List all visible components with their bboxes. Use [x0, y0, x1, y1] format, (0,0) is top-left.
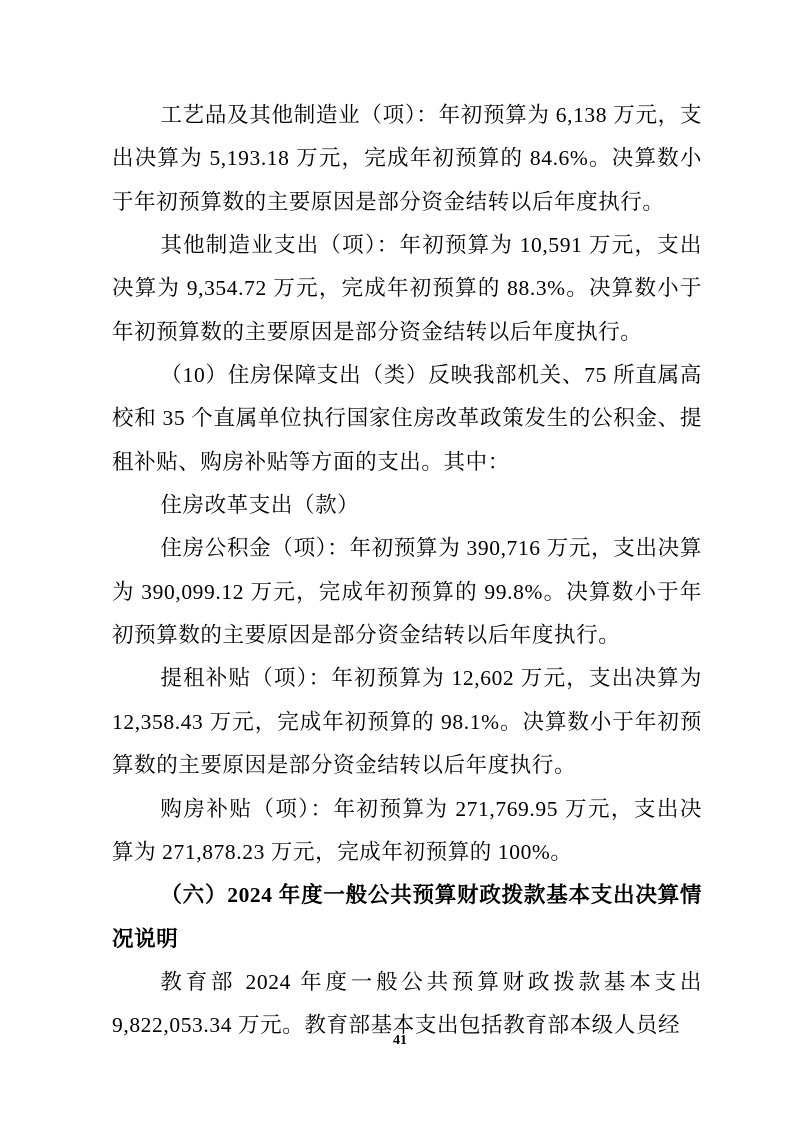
body-paragraph: 教育部 2024 年度一般公共预算财政拨款基本支出 9,822,053.34 万元。教育部基本支出包括教育部本级人员经: [112, 969, 702, 1038]
body-paragraph: 住房公积金（项）：年初预算为 390,716 万元，支出决算为 390,099.12 万元，完成年初预算的 99.8%。决算数小于年初预算数的主要原因是部分资金结转以后年度执行。: [112, 536, 702, 648]
body-paragraph: 提租补贴（项）：年初预算为 12,602 万元，支出决算为 12,358.43 万元，完成年初预算的 98.1%。决算数小于年初预算数的主要原因是部分资金结转以后年度执行。: [112, 666, 702, 778]
body-paragraph: 住房改革支出（款）: [160, 493, 360, 518]
body-paragraph: 购房补贴（项）：年初预算为 271,769.95 万元，支出决算为 271,878.23 万元，完成年初预算的 100%。: [112, 796, 702, 864]
document-body: [112, 94, 702, 1048]
body-paragraph: 工艺品及其他制造业（项）：年初预算为 6,138 万元，支出决算为 5,193.18 万元，完成年初预算的 84.6%。决算数小于年初预算数的主要原因是部分资金结转以后年度执行。: [112, 103, 702, 214]
body-paragraph: （10）住房保障支出（类）反映我部机关、75 所直属高校和 35 个直属单位执行国家住房改革政策发生的公积金、提租补贴、购房补贴等方面的支出。其中：: [112, 363, 702, 474]
body-paragraph: 其他制造业支出（项）：年初预算为 10,591 万元，支出决算为 9,354.72 万元，完成年初预算的 88.3%。决算数小于年初预算数的主要原因是部分资金结转以后年度执行。: [112, 233, 702, 344]
section-heading: （六）2024 年度一般公共预算财政拨款基本支出决算情况说明: [112, 883, 702, 951]
page-number: 41: [393, 1033, 407, 1048]
